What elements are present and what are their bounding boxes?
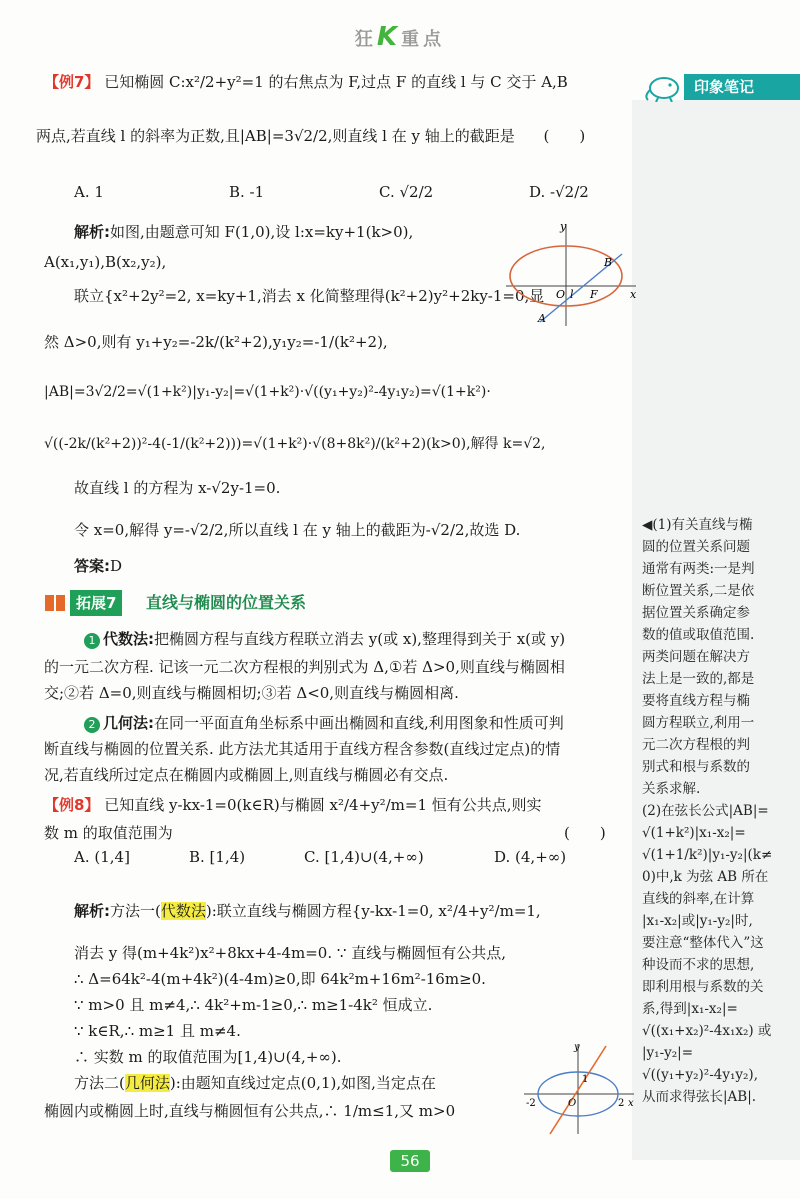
ext-text: 交;②若 Δ=0,则直线与椭圆相切;③若 Δ<0,则直线与椭圆相离. [44,684,459,702]
label-neg2: -2 [526,1098,536,1109]
example8-question-line2 [44,826,624,841]
side-note-line: 圆方程联立,利用一 [642,715,755,731]
method2-last [44,1104,455,1119]
method-text: ):由题知直线过定点(0,1),如图,当定点在 [169,1074,436,1092]
solution-line8 [74,523,520,538]
num-badge: 2 [84,717,100,733]
side-note-line: 从而求得弦长|AB|. [642,1089,757,1105]
method-text: 方法二( [74,1074,125,1092]
example8-q2: 数 m 的取值范围为 [44,824,173,842]
option-c: C. √2/2 [379,183,434,201]
ext-item-label: 几何法: [103,714,154,732]
label-y: y [574,1042,580,1053]
ext-item2-line2 [44,742,560,757]
side-note-line: 法上是一致的,都是 [642,671,755,687]
ext-text: 在同一平面直角坐标系中画出椭圆和直线,利用图象和性质可判 [154,714,564,732]
brand-left: 狂 [354,29,377,50]
figure-ellipse-line [500,218,640,330]
example8-q1: 已知直线 y-kx-1=0(k∈R)与椭圆 x²/4+y²/m=1 恒有公共点,则实 [104,796,542,814]
method-text: ∵ m>0 且 m≠4,∴ 4k²+m-1≥0,∴ m≥1-4k² 恒成立. [74,996,433,1014]
brand-right: 重点 [401,29,446,50]
side-note-line: 两类问题在解决方 [642,649,750,665]
example7-paren: ( ) [543,127,586,145]
num-badge: 1 [84,633,100,649]
ext-text: 况,若直线所过定点在椭圆内或椭圆上,则直线与椭圆必有交点. [44,766,449,784]
side-note-line: √((x₁+x₂)²-4x₁x₂) 或 [642,1023,772,1039]
option-d: D. (4,+∞) [494,848,567,866]
example7-q2: 两点,若直线 l 的斜率为正数,且|AB|=3√2/2,则直线 l 在 y 轴上的截距是 [36,127,515,145]
answer-value: D [110,557,123,575]
highlight-algebra: 代数法 [160,902,206,920]
side-note-line: 要将直线方程与椭 [642,693,750,709]
sol-text: 联立{x²+2y²=2, x=ky+1,消去 x 化简整理得(k²+2)y²+2ky-1=0,显 [74,287,545,305]
option-a: A. 1 [74,183,104,201]
sol-text: |AB|=3√2/2=√(1+k²)|y₁-y₂|=√(1+k²)·√((y₁+y₂)²-4y₁y₂)=√(1+k²)· [44,384,491,400]
side-note-line: 据位置关系确定参 [642,605,750,621]
example8-paren: ( ) [564,824,606,842]
method-text: 消去 y 得(m+4k²)x²+8kx+4-4m=0. ∵ 直线与椭圆恒有公共点, [74,944,506,962]
ext-item2-line1 [84,716,564,733]
extension-title: 直线与椭圆的位置关系 [146,593,307,612]
side-note-line: 直线的斜率,在计算 [642,891,755,907]
side-note-line: 即利用根与系数的关 [642,979,764,995]
solution-line4 [44,335,388,350]
example7-q1: 已知椭圆 C:x²/2+y²=1 的右焦点为 F,过点 F 的直线 l 与 C 交于 A,B [104,73,568,91]
solution-line7 [74,481,280,496]
label-b: B [604,256,613,269]
ext-text: 的一元二次方程. 记该一元二次方程根的判别式为 Δ,①若 Δ>0,则直线与椭圆相 [44,658,565,676]
method1-step4 [74,1024,241,1039]
method1-step5 [74,1050,342,1065]
method1-line [74,904,541,919]
label-o: O [568,1098,577,1109]
ext-item1-line3 [44,686,459,701]
method2-line [74,1076,436,1091]
brand-k-logo: K [376,22,402,52]
ext-item1-line1 [84,632,565,649]
side-note-line: √(1+k²)|x₁-x₂|= [642,825,746,841]
note-tag-label: 印象笔记 [684,74,800,100]
ext-item1-line2 [44,660,565,675]
note-tag [640,72,800,102]
ext-text: 断直线与椭圆的位置关系. 此方法尤其适用于直线方程含参数(直线过定点)的情 [44,740,561,758]
side-note-line: 关系求解. [642,781,701,797]
sol-text: 故直线 l 的方程为 x-√2y-1=0. [74,479,281,497]
solution-line1 [74,225,413,240]
answer-label: 答案: [74,557,110,575]
side-note-line: |x₁-x₂|或|y₁-y₂|时, [642,913,753,929]
side-note-line: 圆的位置关系问题 [642,539,750,555]
sol-text: 然 Δ>0,则有 y₁+y₂=-2k/(k²+2),y₁y₂=-1/(k²+2), [44,333,388,351]
solution-line2 [44,255,166,270]
label-f: F [590,288,598,301]
side-note-line: (2)在弦长公式|AB|= [642,803,769,819]
extension-heading [44,590,604,616]
method-text: ∴ 实数 m 的取值范围为[1,4)∪(4,+∞). [74,1048,342,1066]
side-note-line: 系,得到|x₁-x₂|= [642,1001,738,1017]
solution-label: 解析: [74,902,110,920]
example8-question-line1 [44,798,542,813]
side-note [642,514,792,1108]
answer-line [74,559,122,574]
ext-item-label: 代数法: [103,630,154,648]
method1-step2 [74,972,486,987]
option-b: B. [1,4) [189,848,246,866]
side-note-line: 别式和根与系数的 [642,759,750,775]
example7-question-line2 [36,129,585,144]
label-y: y [560,220,567,233]
label-x: x [630,288,637,301]
side-note-line: 要注意“整体代入”这 [642,935,764,951]
option-a: A. (1,4] [74,848,130,866]
extension-tag: 拓展7 [70,590,122,616]
side-note-line: 通常有两类:一是判 [642,561,755,577]
label-pos2: 2 [618,1098,625,1109]
option-b: B. -1 [229,183,265,201]
method1-step3 [74,998,432,1013]
elephant-icon [640,72,684,102]
side-note-line: 元二次方程根的判 [642,737,750,753]
example8-tag: 【例8】 [44,796,100,814]
book-icon [44,592,66,614]
example7-tag: 【例7】 [44,73,100,91]
label-x: x [628,1098,634,1109]
sol-text: √((-2k/(k²+2))²-4(-1/(k²+2)))=√(1+k²)·√(8+8k²)/(k²+2)(k>0),解得 k=√2, [44,436,546,452]
figure-ellipse-fixed-point [520,1040,638,1136]
ext-text: 把椭圆方程与直线方程联立消去 y(或 x),整理得到关于 x(或 y) [154,630,566,648]
solution-line5 [44,385,491,399]
method-text: ):联立直线与椭圆方程{y-kx-1=0, x²/4+y²/m=1, [205,902,541,920]
solution-line6 [44,437,546,451]
method-text: 方法一( [110,902,161,920]
side-note-line: 0)中,k 为弦 AB 所在 [642,869,769,885]
label-l: l [570,288,574,301]
example7-question-line1 [44,75,568,90]
sol-text: 令 x=0,解得 y=-√2/2,所以直线 l 在 y 轴上的截距为-√2/2,故选 D. [74,521,521,539]
page-header-brand [0,22,800,52]
sol-text: 如图,由题意可知 F(1,0),设 l:x=ky+1(k>0), [110,223,414,241]
method-text: ∴ Δ=64k²-4(m+4k²)(4-4m)≥0,即 64k²m+16m²-16m≥0. [74,970,486,988]
side-note-line: ◀(1)有关直线与椭 [642,517,753,533]
highlight-geometry: 几何法 [124,1074,170,1092]
page-number: 56 [390,1150,430,1172]
option-d: D. -√2/2 [529,183,589,201]
label-o: O [556,288,566,301]
method-text: 椭圆内或椭圆上时,直线与椭圆恒有公共点,∴ 1/m≤1,又 m>0 [44,1102,456,1120]
label-a: A [538,312,546,325]
side-note-line: √(1+1/k²)|y₁-y₂|(k≠ [642,847,773,863]
side-note-line: 断位置关系,二是依 [642,583,755,599]
method1-step1 [74,946,506,961]
ext-item2-line3 [44,768,448,783]
method-text: ∵ k∈R,∴ m≥1 且 m≠4. [74,1022,241,1040]
side-note-line: √((y₁+y₂)²-4y₁y₂), [642,1067,758,1083]
option-c: C. [1,4)∪(4,+∞) [304,848,424,866]
side-note-line: |y₁-y₂|= [642,1045,694,1061]
solution-label: 解析: [74,223,110,241]
sol-text: A(x₁,y₁),B(x₂,y₂), [44,253,167,271]
side-note-line: 数的值或取值范围. [642,627,755,643]
label-one: 1 [582,1074,589,1085]
side-note-line: 种设而不求的思想, [642,957,755,973]
solution-line3 [74,289,544,304]
